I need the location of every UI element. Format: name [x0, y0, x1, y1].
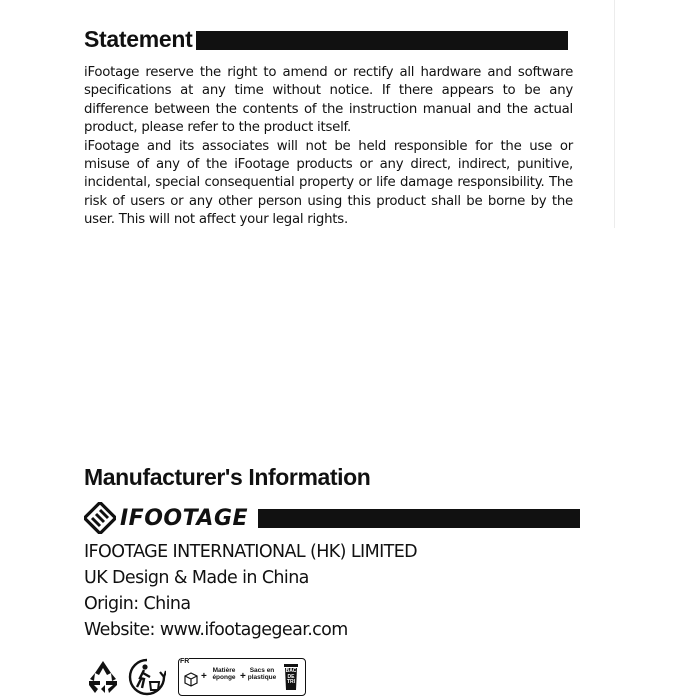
- website-line: Website: www.ifootagegear.com: [84, 620, 348, 640]
- box-icon: [183, 671, 199, 687]
- statement-heading-bar: [196, 31, 568, 50]
- sorting-guide: [178, 658, 306, 696]
- statement-paragraph-1: iFootage reserve the right to amend or rectify all hardware and software specifications at any time without notice. If there appears to be any difference between the contents of the instruction manual and the actual product, please refer to the product itself.: [84, 65, 573, 136]
- ifootage-logo-wordmark: IFOOTAGE: [120, 505, 249, 531]
- company-name: IFOOTAGE INTERNATIONAL (HK) LIMITED: [84, 542, 418, 562]
- statement-paragraph-2: iFootage and its associates will not be held responsible for the use or misuse of any of the iFootage products or any direct, indirect, punitive, incidental, special consequential property or life damage responsibility. The risk of users or any other person using this product shall be borne by the user. This will not affect your legal rights.: [84, 138, 573, 228]
- ifootage-logo-row: [84, 502, 580, 534]
- triman-icon: [128, 658, 166, 696]
- sort-item-plastic-bags: Sacs en plastique: [247, 667, 277, 681]
- sort-item-sponge: Matière éponge: [212, 667, 236, 681]
- manufacturer-heading: Manufacturer's Information: [84, 464, 371, 490]
- logo-bar: [258, 509, 580, 528]
- recycling-icons: [84, 658, 306, 696]
- ifootage-logo-icon: [84, 502, 116, 534]
- statement-body: [84, 64, 573, 230]
- origin-line: Origin: China: [84, 594, 191, 614]
- plus-icon: +: [201, 671, 207, 682]
- statement-heading: Statement: [84, 26, 193, 52]
- recycle-icon: [84, 658, 122, 696]
- page-edge-divider: [614, 0, 615, 228]
- statement-heading-row: [84, 26, 568, 53]
- country-code: FR: [180, 658, 190, 665]
- design-origin-note: UK Design & Made in China: [84, 568, 309, 588]
- plus-icon: +: [240, 671, 246, 682]
- bin-label: BAC DE TRI: [285, 668, 297, 685]
